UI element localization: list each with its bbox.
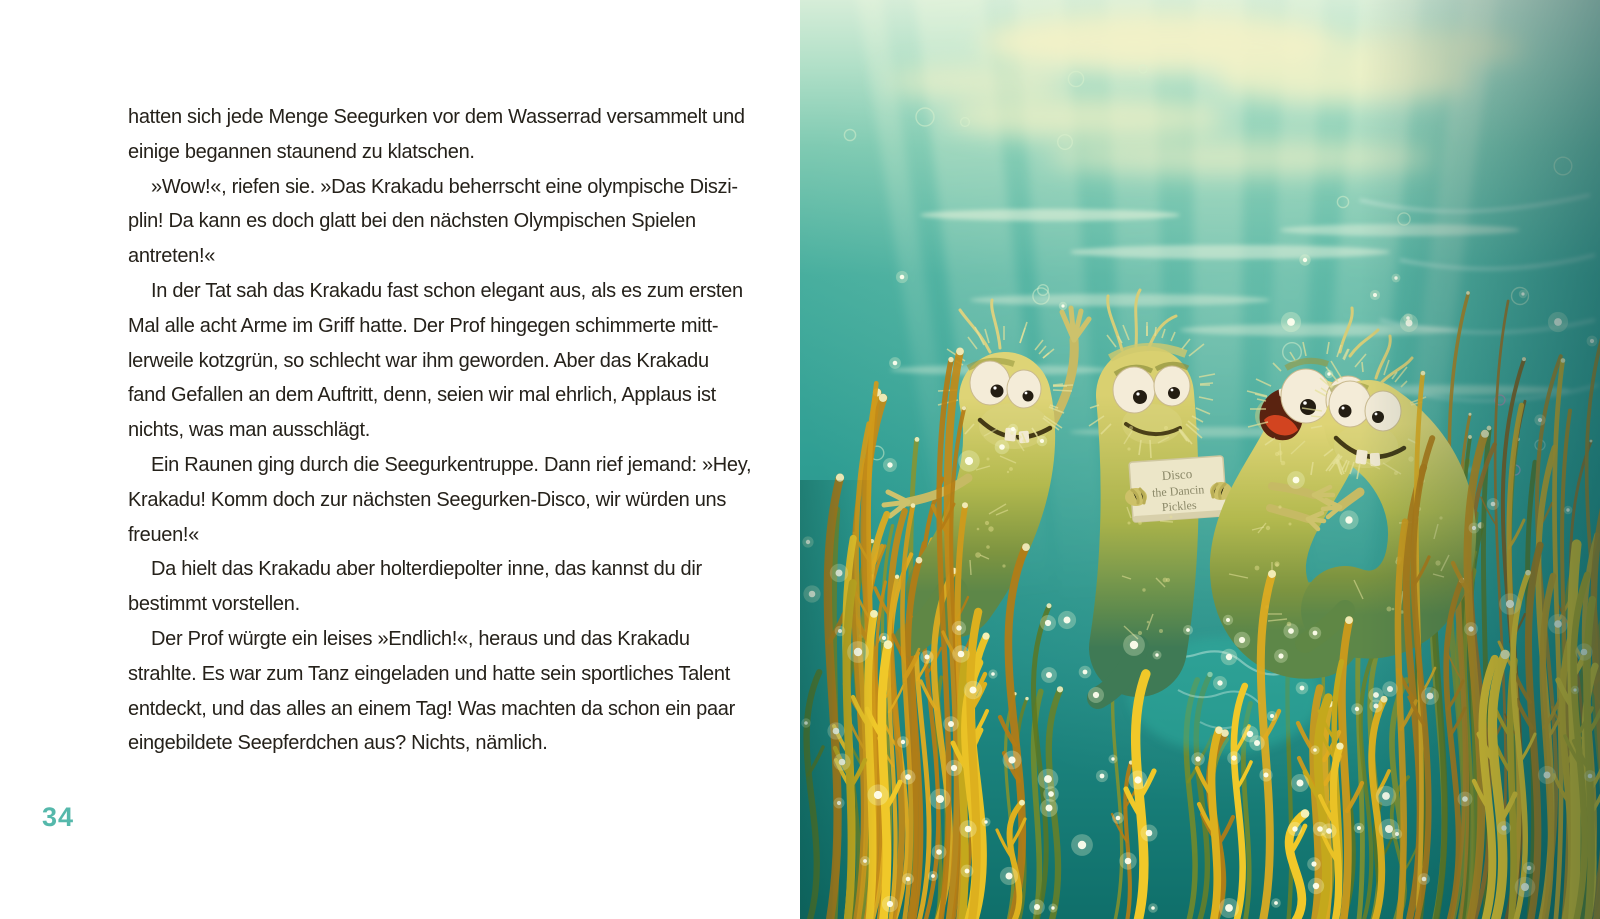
underwater-illustration <box>800 0 1600 919</box>
story-line: antreten!« <box>128 245 216 268</box>
story-line: nichts, was man ausschlägt. <box>128 419 371 442</box>
story-line: eingebildete Seepferdchen aus? Nichts, nämlich. <box>128 732 548 755</box>
story-line: Da hielt das Krakadu aber holterdiepolter inne, das kannst du dir <box>151 558 702 581</box>
story-line: In der Tat sah das Krakadu fast schon elegant aus, als es zum ersten <box>151 279 743 302</box>
story-text <box>128 100 768 761</box>
story-line: fand Gefallen an dem Auftritt, denn, seien wir mal ehrlich, Applaus ist <box>128 384 716 407</box>
page-number: 34 <box>42 802 75 832</box>
story-line: »Wow!«, riefen sie. »Das Krakadu beherrscht eine olympische Diszi- <box>151 175 738 198</box>
story-line: einige begannen staunend zu klatschen. <box>128 140 475 163</box>
right-page-illustration <box>800 0 1600 919</box>
story-line: plin! Da kann es doch glatt bei den nächsten Olympischen Spielen <box>128 210 696 233</box>
story-line: Krakadu! Komm doch zur nächsten Seegurken-Disco, wir würden uns <box>128 488 727 511</box>
story-line: Mal alle acht Arme im Griff hatte. Der Prof hingegen schimmerte mitt- <box>128 314 719 337</box>
story-line: hatten sich jede Menge Seegurken vor dem Wasserrad versammelt und <box>128 106 745 128</box>
story-line: Der Prof würgte ein leises »Endlich!«, heraus und das Krakadu <box>151 627 690 650</box>
story-line: bestimmt vorstellen. <box>128 593 300 616</box>
story-line: freuen!« <box>128 523 199 546</box>
story-line: Ein Raunen ging durch die Seegurkentruppe. Dann rief jemand: »Hey, <box>151 453 752 476</box>
story-line: entdeckt, und das alles an einem Tag! Was machten da schon ein paar <box>128 697 735 720</box>
story-line: lerweile kotzgrün, so schlecht war ihm geworden. Aber das Krakadu <box>128 349 709 372</box>
left-edge-shadow <box>800 480 1100 919</box>
story-line: strahlte. Es war zum Tanz eingeladen und hatte sein sportliches Talent <box>128 662 730 685</box>
